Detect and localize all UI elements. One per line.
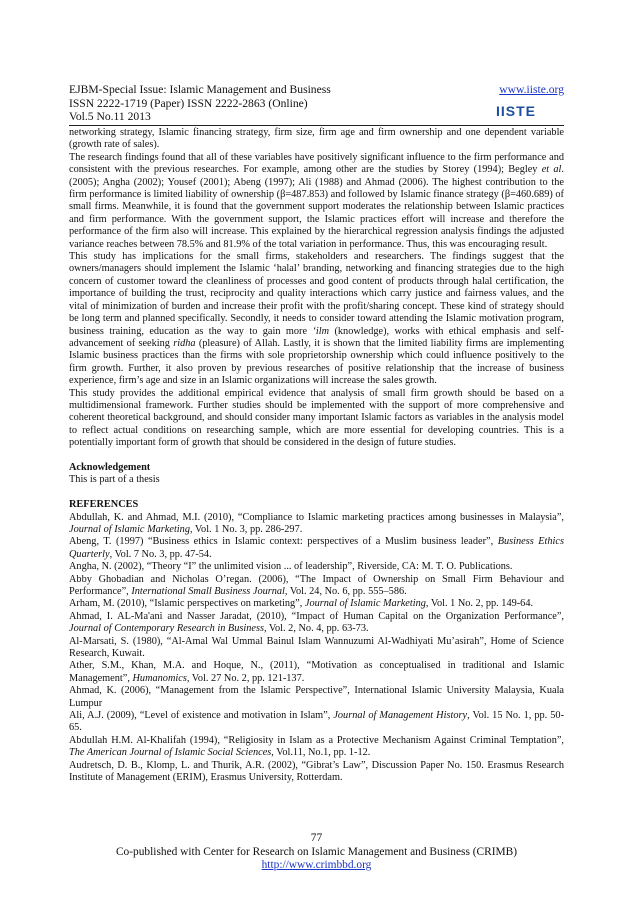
- reference-item: Al-Marsati, S. (1980), “Al-Amal Wal Ummal Bainul Islam Wannuzumi Al-Wadhiyati Mu’asirah”, Home of Science Research, Kuwait.: [69, 635, 564, 660]
- acknowledgement-text: This is part of a thesis: [69, 474, 160, 486]
- journal-title: EJBM-Special Issue: Islamic Management and Business: [69, 83, 331, 96]
- header-row-1: [69, 83, 564, 97]
- main-text: [69, 127, 564, 785]
- paragraph-2: The research findings found that all of these variables have positively significant influence to the firm performance and consistent with the previous researches. For example, among other are the studies by Storey (1994); Begley et al. (2005); Angha (2002); Yousef (2001); Abeng (1997); Ali (1988) and Ahmad (2006). The highest contribution to the firm performance is limited liability of ownership (β=487.853) and followed by Islamic finance strategy (β=460.689) of small firms. Meanwhile, it is found that the government support moderates the relationship between Islamic practices and firm performance. With the government support, the Islamic practices effort will increase and therefore the performance of the firm also will increase. This explained by the hierarchical regression analysis findings the adjusted variance reaches between 78.5% and 81.9% of the total variation in performance. Thus, this was encouraging result.: [69, 151, 564, 250]
- reference-item: Ahmad, K. (2006), “Management from the Islamic Perspective”, International Islamic University Malaysia, Kuala Lumpur: [69, 685, 564, 709]
- reference-item: Abby Ghobadian and Nicholas O’regan. (2006), “The Impact of Ownership on Small Firm Behaviour and Performance”, International Small Business Journal, Vol. 24, No. 6, pp. 555–586.: [69, 573, 564, 597]
- page-footer: [69, 832, 564, 873]
- reference-item: Abdullah H.M. Al-Khalifah (1994), “Religiosity in Islam as a Protective Mechanism Against Criminal Temptation”, The American Journal of Islamic Social Sciences, Vol.11, No.1, pp. 1-12.: [69, 734, 564, 759]
- iiste-logo: [472, 103, 560, 120]
- reference-item: Angha, N. (2002), “Theory “I” the unlimited vision ... of leadership”, Riverside, CA: M. T. O. Publications.: [69, 561, 513, 573]
- volume-line: Vol.5 No.11 2013: [69, 110, 151, 124]
- page-number: 77: [310, 832, 323, 844]
- issn-line: ISSN 2222-1719 (Paper) ISSN 2222-2863 (Online): [69, 96, 308, 110]
- reference-item: Arham, M. (2010), “Islamic perspectives on marketing”, Journal of Islamic Marketing, Vol. 1 No. 2, pp. 149-64.: [69, 598, 534, 610]
- logo-text: IISTE: [495, 103, 537, 119]
- paragraph-3: This study has implications for the small firms, stakeholders and researchers. The findings suggest that the owners/managers should implement the Islamic ‘halal’ branding, networking and financing strategies due to the high concern of customer toward the cleanliness of processes and good content of products through halal certification, the importance of building the trust, reciprocity and quality interactions which carry justice and fairness values, and the vital of minimization of burden and increase their profit with the profit/sharing concept. These kind of strategy should be long term and planned specifically. Secondly, it needs to consider toward attending the Islamic motivation program, business training, education as the way to gain more ‘ilm (knowledge), works with ethical emphasis and self-advancement of seeking ridha (pleasure) of Allah. Lastly, it is shown that the limited liability firms are implementing Islamic business practices than the firms with sole proprietorship ownership which could influence positively to the firm growth. Further, it also proven by previous researches of positive relationship that the increase of business experience, firm’s age and size in an Islamic organizations will increase the sales growth.: [69, 251, 564, 387]
- reference-item: Abdullah, K. and Ahmad, M.I. (2010), “Compliance to Islamic marketing practices among businesses in Malaysia”, Journal of Islamic Marketing, Vol. 1 No. 3, pp. 286-297.: [69, 511, 564, 535]
- reference-item: Ahmad, I. AL-Ma'ani and Nasser Jaradat, (2010), “Impact of Human Capital on the Organization Performance”, Journal of Contemporary Research in Business, Vol. 2, No. 4, pp. 63-73.: [69, 610, 564, 635]
- journal-url-link[interactable]: www.iiste.org: [499, 83, 564, 96]
- references-heading: REFERENCES: [69, 499, 139, 511]
- references-list: [69, 512, 564, 785]
- paragraph-4: This study provides the additional empirical evidence that analysis of small firm growth should be based on a multidimensional framework. Further studies should be implemented with the support of more comprehensive and coherent theoretical background, and should consider many important Islamic factors as variables in the analysis model to reflect actual conditions on researching sample, which are more essential for developing countries. This is a potentially important form of growth that should be considered in the design of future studies.: [69, 387, 564, 449]
- reference-item: Ather, S.M., Khan, M.A. and Hoque, N., (2011), “Motivation as conceptualised in traditional and Islamic Management”, Humanomics, Vol. 27 No. 2, pp. 121-137.: [69, 660, 564, 684]
- crimb-url-link[interactable]: http://www.crimbbd.org: [261, 859, 372, 872]
- reference-item: Audretsch, D. B., Klomp, L. and Thurik, A.R. (2002), “Gibrat’s Law”, Discussion Paper No. 150. Erasmus Research Institute of Management (ERIM), Erasmus University, Rotterdam.: [69, 759, 564, 784]
- paragraph-1: networking strategy, Islamic financing strategy, firm size, firm age and firm ownership and one dependent variable (growth rate of sales).: [69, 127, 564, 151]
- reference-item: Abeng, T. (1997) “Business ethics in Islamic context: perspectives of a Muslim business leader”, Business Ethics Quarterly, Vol. 7 No. 3, pp. 47-54.: [69, 536, 564, 560]
- copublished-line: Co-published with Center for Research on Islamic Management and Business (CRIMB): [115, 845, 518, 858]
- reference-item: Ali, A.J. (2009), “Level of existence and motivation in Islam”, Journal of Management History, Vol. 15 No. 1, pp. 50-65.: [69, 710, 564, 734]
- acknowledgement-heading: Acknowledgement: [69, 461, 151, 473]
